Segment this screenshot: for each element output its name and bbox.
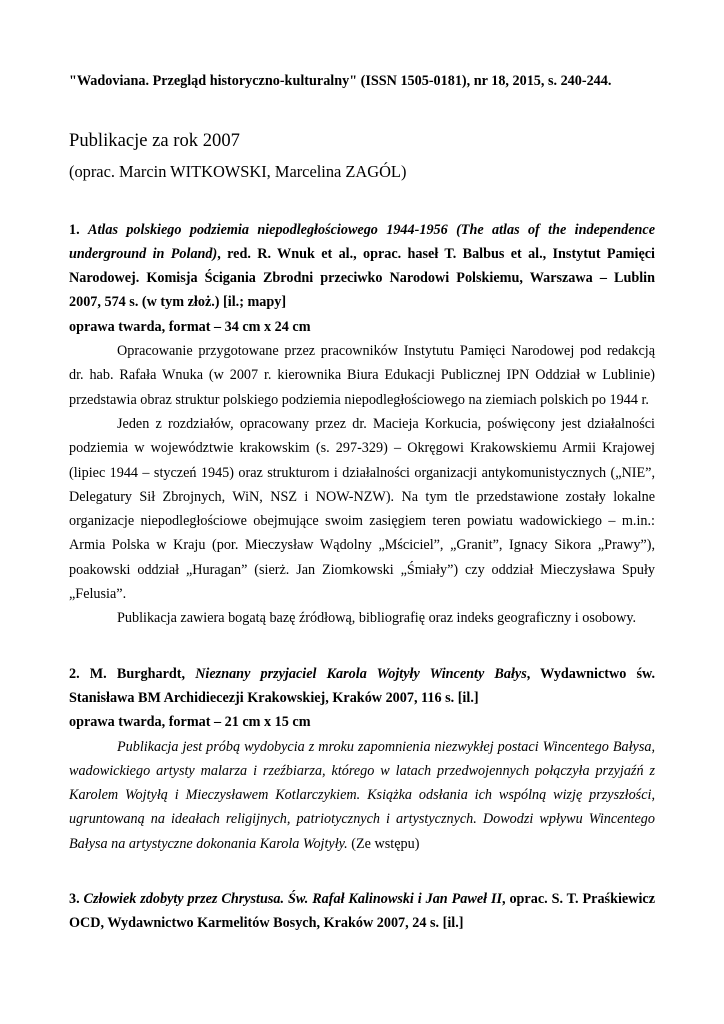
page-title: Publikacje za rok 2007 xyxy=(69,130,240,152)
entry-author: M. Burghardt, xyxy=(89,665,186,682)
entry-heading xyxy=(69,218,655,315)
source-citation: "Wadoviana. Przegląd historyczno-kulturalny" (ISSN 1505-0181), nr 18, 2015, s. 240-244. xyxy=(69,73,612,89)
entry-number: 3. xyxy=(69,891,80,908)
entry-quote-text: Publikacja jest próbą wydobycia z mroku zapomnienia niezwykłej postaci Wincentego Bałysa, wadowickiego artysty malarza i rzeźbiarza, którego w latach przedwojennych połączyła przyjaźń z Karolem Wojtyłą i Mieczysławem Kotlarczykiem. Książka odsłania ich wspólną wizję przyszłości, ugruntowaną na ideałach religijnych, patriotycznych i artystycznych. Dowodzi wpływu Wincentego Bałysa na artystyczne dokonania Karola Wojtyły. xyxy=(69,738,655,852)
entry-format: oprawa twarda, format – 34 cm x 24 cm xyxy=(69,318,311,335)
entry-quote-source: (Ze wstępu) xyxy=(347,835,420,852)
entry-title: Nieznany przyjaciel Karola Wojtyły Wincenty Bałys xyxy=(195,665,527,682)
entry-number: 2. xyxy=(69,665,80,682)
entry-title: Atlas polskiego podziemia niepodległościowego 1944-1956 (The atlas of the independence underground in Poland) xyxy=(69,221,656,262)
publication-entry-3 xyxy=(69,887,655,936)
entry-format: oprawa twarda, format – 21 cm x 15 cm xyxy=(69,714,311,731)
entry-heading xyxy=(69,887,655,936)
document-page xyxy=(69,69,655,936)
publication-entry-2 xyxy=(69,662,655,856)
publication-entry-1 xyxy=(69,218,655,631)
entry-details: , oprac. S. T. Praśkiewicz OCD, Wydawnictwo Karmelitów Bosych, Kraków 2007, 24 s. [il.] xyxy=(69,891,655,932)
entry-details: , red. R. Wnuk et al., oprac. haseł T. Balbus et al., Instytut Pamięci Narodowej. Komisja Ścigania Zbrodni przeciwko Narodowi Polskiemu, Warszawa – Lublin 2007, 574 s. (w tym złoż.) [il.; mapy] xyxy=(69,245,655,311)
entry-paragraph: Opracowanie przygotowane przez pracowników Instytutu Pamięci Narodowej pod redakcją dr. hab. Rafała Wnuka (w 2007 r. kierownika Biura Edukacji Publicznej IPN Oddział w Lublinie) przedstawia obraz struktur polskiego podziemia niepodległościowego na ziemiach polskich po 1944 r. xyxy=(69,343,655,408)
entry-paragraph: Publikacja zawiera bogatą bazę źródłową, bibliografię oraz indeks geograficzny i osobowy. xyxy=(117,610,637,627)
entry-details: , Wydawnictwo św. Stanisława BM Archidiecezji Krakowskiej, Kraków 2007, 116 s. [il.] xyxy=(69,665,656,706)
entry-heading xyxy=(69,662,655,711)
entry-quote xyxy=(69,735,655,856)
entry-title: Człowiek zdobyty przez Chrystusa. Św. Rafał Kalinowski i Jan Paweł II xyxy=(83,891,502,908)
entry-number: 1. xyxy=(69,221,80,238)
entry-paragraph: Jeden z rozdziałów, opracowany przez dr. Macieja Korkucia, poświęcony jest działalności podziemia w województwie krakowskim (s. 297-329) – Okręgowi Krakowskiemu Armii Krajowej (lipiec 1944 – styczeń 1945) oraz strukturom i działalności organizacji antykomunistycznych („NIE”, Delegatury Sił Zbrojnych, WiN, NSZ i NOW-NZW). Na tym tle przedstawione zostały lokalne organizacje niepodległościowe obejmujące swoim zasięgiem teren powiatu wadowickiego – m.in.: Armia Polska w Kraju (por. Mieczysław Wądolny „Mściciel”, „Granit”, Ignacy Sikora „Prawy”), poakowski oddział „Huragan” (sierż. Jan Ziomkowski „Śmiały”) czy oddział Mieczysława Spuły „Felusia”. xyxy=(69,415,655,603)
editors-line: (oprac. Marcin WITKOWSKI, Marcelina ZAGÓL) xyxy=(69,162,407,182)
